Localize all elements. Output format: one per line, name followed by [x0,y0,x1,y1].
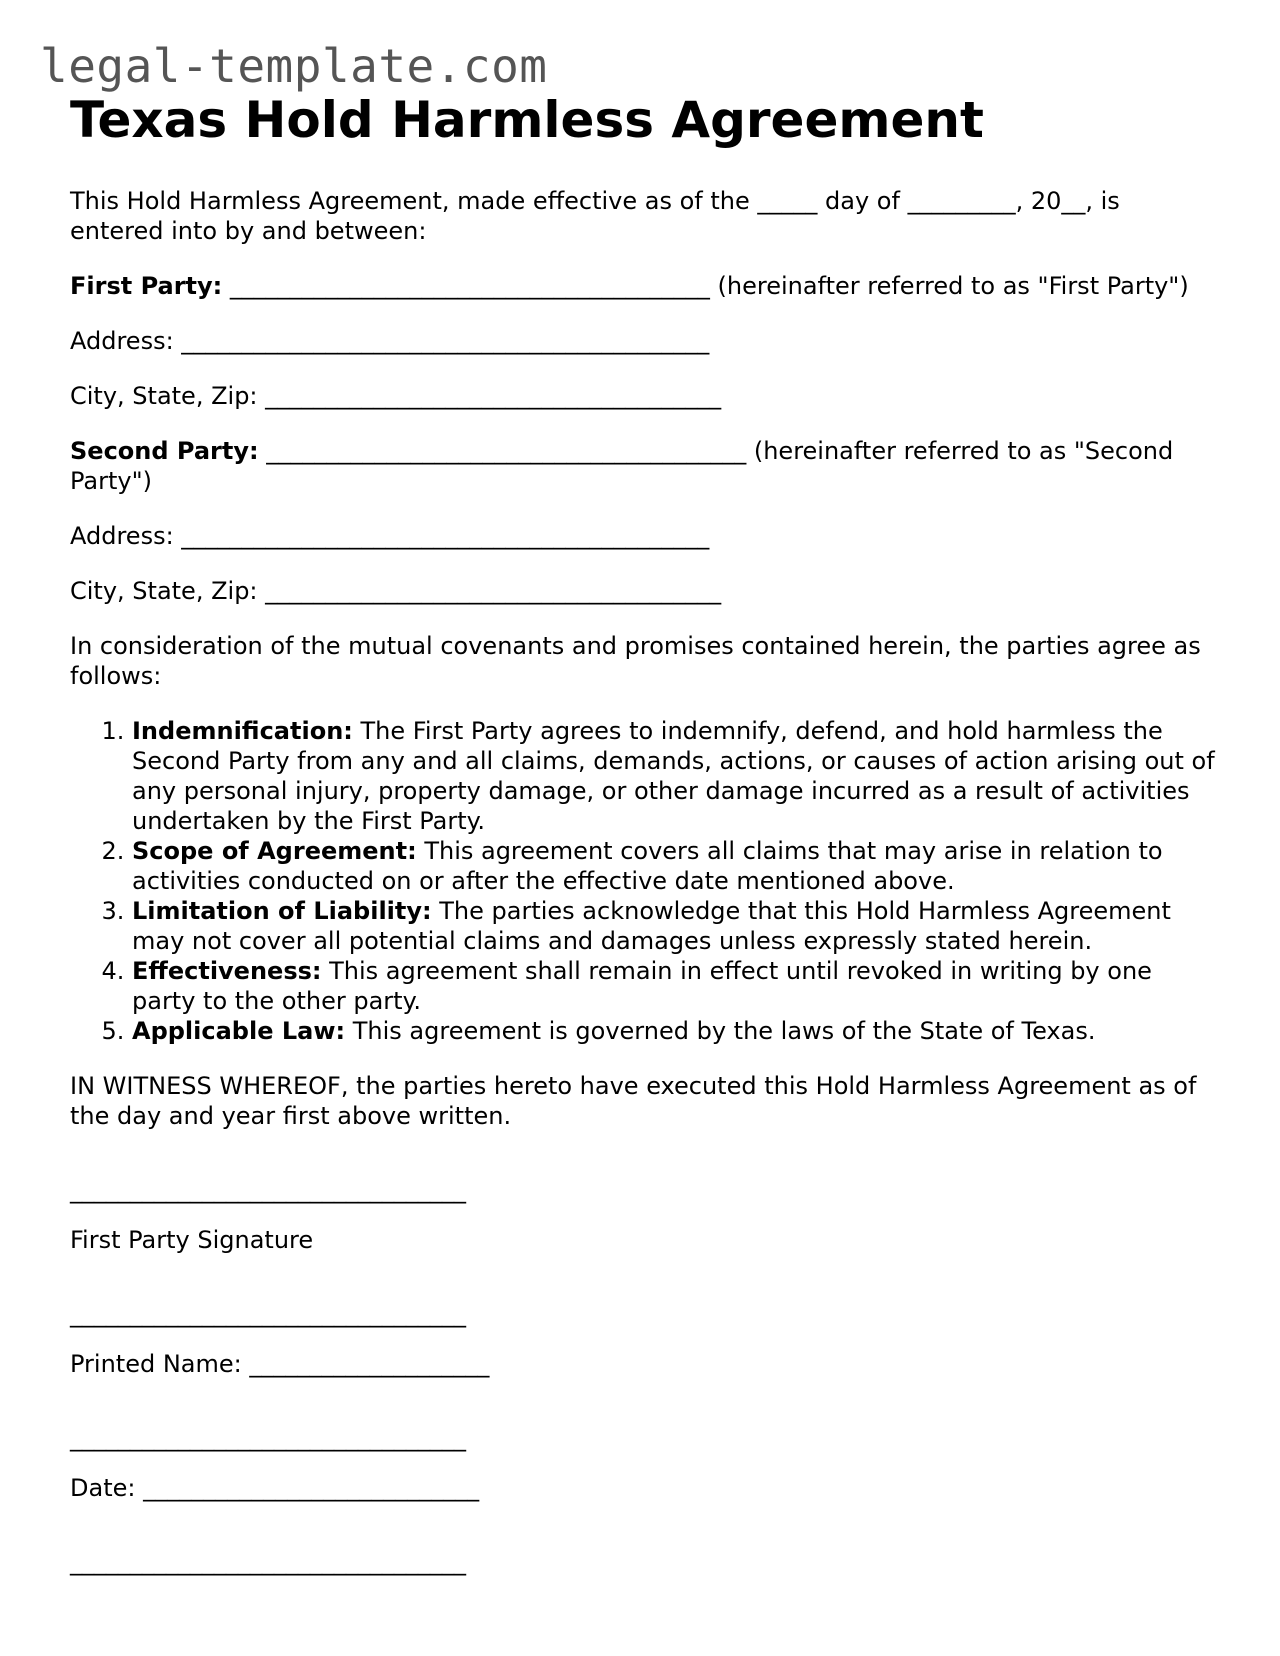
date-field: Date: ____________________________ [70,1474,480,1502]
clause-text: This agreement shall remain in effect until revoked in writing by one party to the other party. [132,957,1152,1015]
clause-title: Applicable Law: [132,1017,346,1045]
first-party-blank: ________________________________________ (hereinafter referred to as "First Party") [222,272,1189,300]
first-party-city: City, State, Zip: ______________________________________ [70,382,722,410]
second-party-city: City, State, Zip: ______________________________________ [70,577,722,605]
signature-line: _________________________________ [70,1176,466,1204]
clause-title: Scope of Agreement: [132,837,417,865]
clause-title: Indemnification: [132,717,353,745]
first-party-label: First Party: [70,272,223,300]
clause-text: This agreement covers all claims that may arise in relation to activities conducted on or after the effective date mentioned above. [132,837,1163,895]
consideration-paragraph: In consideration of the mutual covenants and promises contained herein, the parties agree as follows: [70,632,1201,690]
signature-line: _________________________________ [70,1548,466,1576]
witness-paragraph: IN WITNESS WHEREOF, the parties hereto have executed this Hold Harmless Agreement as of the day and year first above written. [70,1072,1197,1130]
clause-text: The First Party agrees to indemnify, defend, and hold harmless the Second Party from any and all claims, demands, actions, or causes of action arising out of any personal injury, property damage, or other damage incurred as a result of activities undertaken by the First Party. [132,717,1215,835]
clause-title: Limitation of Liability: [132,897,432,925]
page-title: Texas Hold Harmless Agreement [70,91,984,149]
clause-item [132,1016,1220,1046]
clause-item [132,836,1220,896]
clause-title: Effectiveness: [132,957,322,985]
signature-line: _________________________________ [70,1300,466,1328]
intro-paragraph: This Hold Harmless Agreement, made effective as of the _____ day of _________, 20__, is entered into by and between: [70,187,1120,245]
clause-item [132,896,1220,956]
signature-line: _________________________________ [70,1424,466,1452]
watermark: legal-template.com [40,39,548,93]
clause-list [70,716,1220,1046]
document [70,88,1220,1577]
clause-text: The parties acknowledge that this Hold Harmless Agreement may not cover all potential claims and damages unless expressly stated herein. [132,897,1171,955]
first-party-signature-label: First Party Signature [70,1226,314,1254]
clause-item [132,716,1220,836]
second-party-blank: ________________________________________ (hereinafter referred to as "Second Party") [70,437,1174,495]
second-party-field [70,436,1220,496]
second-party-label: Second Party: [70,437,259,465]
first-party-address: Address: ____________________________________________ [70,327,710,355]
printed-name-field: Printed Name: ____________________ [70,1350,490,1378]
first-party-field [70,271,1220,301]
clause-text: This agreement is governed by the laws of the State of Texas. [345,1017,1096,1045]
clause-item [132,956,1220,1016]
second-party-address: Address: ____________________________________________ [70,522,710,550]
